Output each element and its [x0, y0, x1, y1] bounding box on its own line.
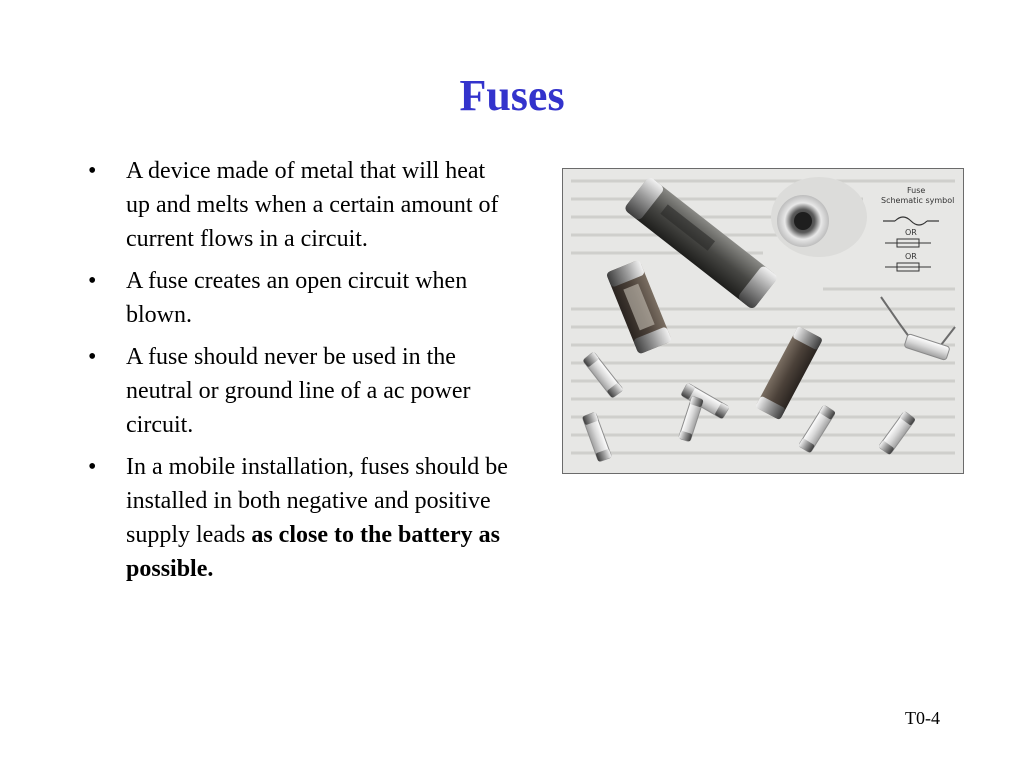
bullet-glyph: • — [88, 454, 97, 480]
plug-fuse — [771, 177, 867, 257]
bullet-text: A device made of metal that will heat up and melts when a certain amount of current flows in a circuit. — [126, 158, 499, 252]
bullet-bold-text: as close to the battery as possible. — [126, 522, 500, 582]
bullet-text: A fuse creates an open circuit when blown. — [126, 268, 468, 328]
small-brown-fuse — [755, 326, 823, 420]
schematic-caption-fuse: Fuse — [907, 186, 926, 195]
bullet-item — [88, 340, 508, 442]
bullet-glyph: • — [88, 268, 97, 294]
medium-cartridge-fuse — [606, 259, 672, 354]
bullet-text: In a mobile installation, fuses should be installed in both negative and positive supply leads — [126, 454, 508, 548]
fuses-illustration — [563, 169, 963, 473]
glass-fuse-5 — [798, 405, 835, 453]
pigtail-fuse — [881, 297, 955, 360]
schematic-symbol-legend — [881, 186, 954, 271]
bullet-item — [88, 264, 508, 332]
bullet-item — [88, 154, 508, 256]
schematic-caption-symbol: Schematic symbol — [881, 196, 955, 205]
bullet-glyph: • — [88, 344, 97, 370]
bullet-item — [88, 450, 508, 586]
glass-fuse-1 — [583, 352, 624, 398]
fuse-symbol-wave-icon — [895, 217, 927, 225]
fuses-photo — [562, 168, 964, 474]
schematic-or-label: OR — [905, 228, 917, 237]
schematic-or-label-2: OR — [905, 252, 917, 261]
bullet-text: A fuse should never be used in the neutral or ground line of a ac power circuit. — [126, 344, 471, 438]
slide-number: T0-4 — [905, 708, 940, 728]
bullet-glyph: • — [88, 158, 97, 184]
bullet-list — [88, 154, 508, 594]
slide-title: Fuses — [459, 71, 565, 120]
